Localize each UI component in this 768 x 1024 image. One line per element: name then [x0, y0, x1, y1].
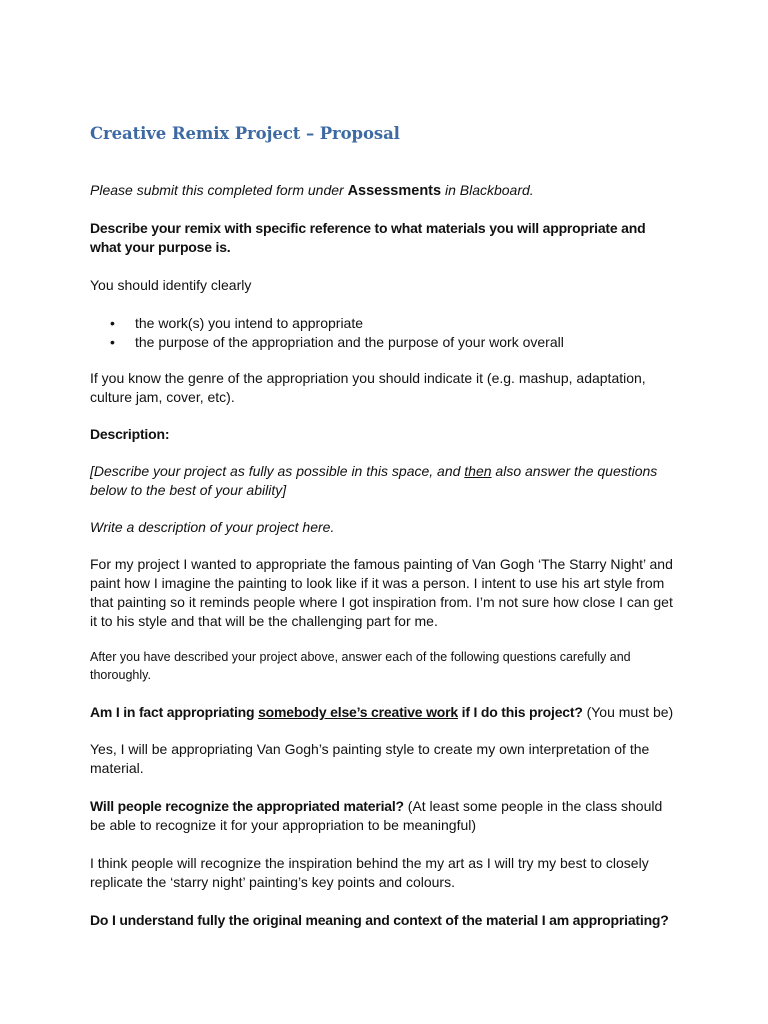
list-item [90, 314, 680, 333]
q1-pre: Am I in fact appropriating [90, 704, 259, 720]
identify-intro: You should identify clearly [90, 277, 252, 293]
list-item-text: the purpose of the appropriation and the purpose of your work overall [135, 334, 564, 350]
submission-instruction [90, 181, 680, 201]
q1-underlined: somebody else’s creative work [258, 704, 458, 720]
identify-list [90, 314, 680, 352]
answer-2: I think people will recognize the inspiration behind the my art as I will try my best to closely replicate the ‘starry night’ painting’s key points and colours. [90, 855, 649, 890]
instruction-pre: Please submit this completed form under [90, 182, 348, 198]
hint-post: also answer the questions below to the best of your ability] [90, 463, 658, 498]
question-2 [90, 797, 680, 835]
q1-post: if I do this project? [457, 704, 583, 720]
bullet-icon: • [110, 315, 115, 331]
list-item-text: the work(s) you intend to appropriate [135, 315, 364, 331]
description-heading: Description: [90, 426, 170, 442]
description-hint [90, 462, 680, 500]
bullet-icon: • [110, 334, 115, 350]
document-title: Creative Remix Project – Proposal [90, 124, 400, 143]
question-1 [90, 703, 680, 722]
describe-heading: Describe your remix with specific reference to what materials you will appropriate and what your purpose is. [90, 220, 646, 255]
q2-bold: Will people recognize the appropriated material? [90, 798, 404, 814]
hint-pre: [Describe your project as fully as possible in this space, and [90, 463, 465, 479]
q1-note: (You must be) [582, 704, 674, 720]
after-note: After you have described your project above, answer each of the following questions carefully and thoroughly. [90, 650, 631, 682]
description-body: For my project I wanted to appropriate the famous painting of Van Gogh ‘The Starry Night’ and paint how I imagine the painting to look like if it was a person. I intent to use his art style from that painting so it reminds people where I got inspiration from. I’m not sure how close I can get it to his style and that will be the challenging part for me. [90, 556, 673, 629]
q2-note: (At least some people in the class should be able to recognize it for your appropriation to be meaningful) [90, 798, 663, 833]
question-3: Do I understand fully the original meaning and context of the material I am appropriating? [90, 912, 669, 928]
hint-underlined: then [464, 463, 492, 479]
instruction-assessments: Assessments [347, 183, 442, 199]
answer-1: Yes, I will be appropriating Van Gogh’s painting style to create my own interpretation of the material. [90, 741, 650, 776]
write-prompt: Write a description of your project here. [90, 519, 335, 535]
genre-note: If you know the genre of the appropriation you should indicate it (e.g. mashup, adaptation, culture jam, cover, etc). [90, 370, 646, 405]
list-item [90, 333, 680, 352]
instruction-post: in Blackboard. [441, 182, 534, 198]
